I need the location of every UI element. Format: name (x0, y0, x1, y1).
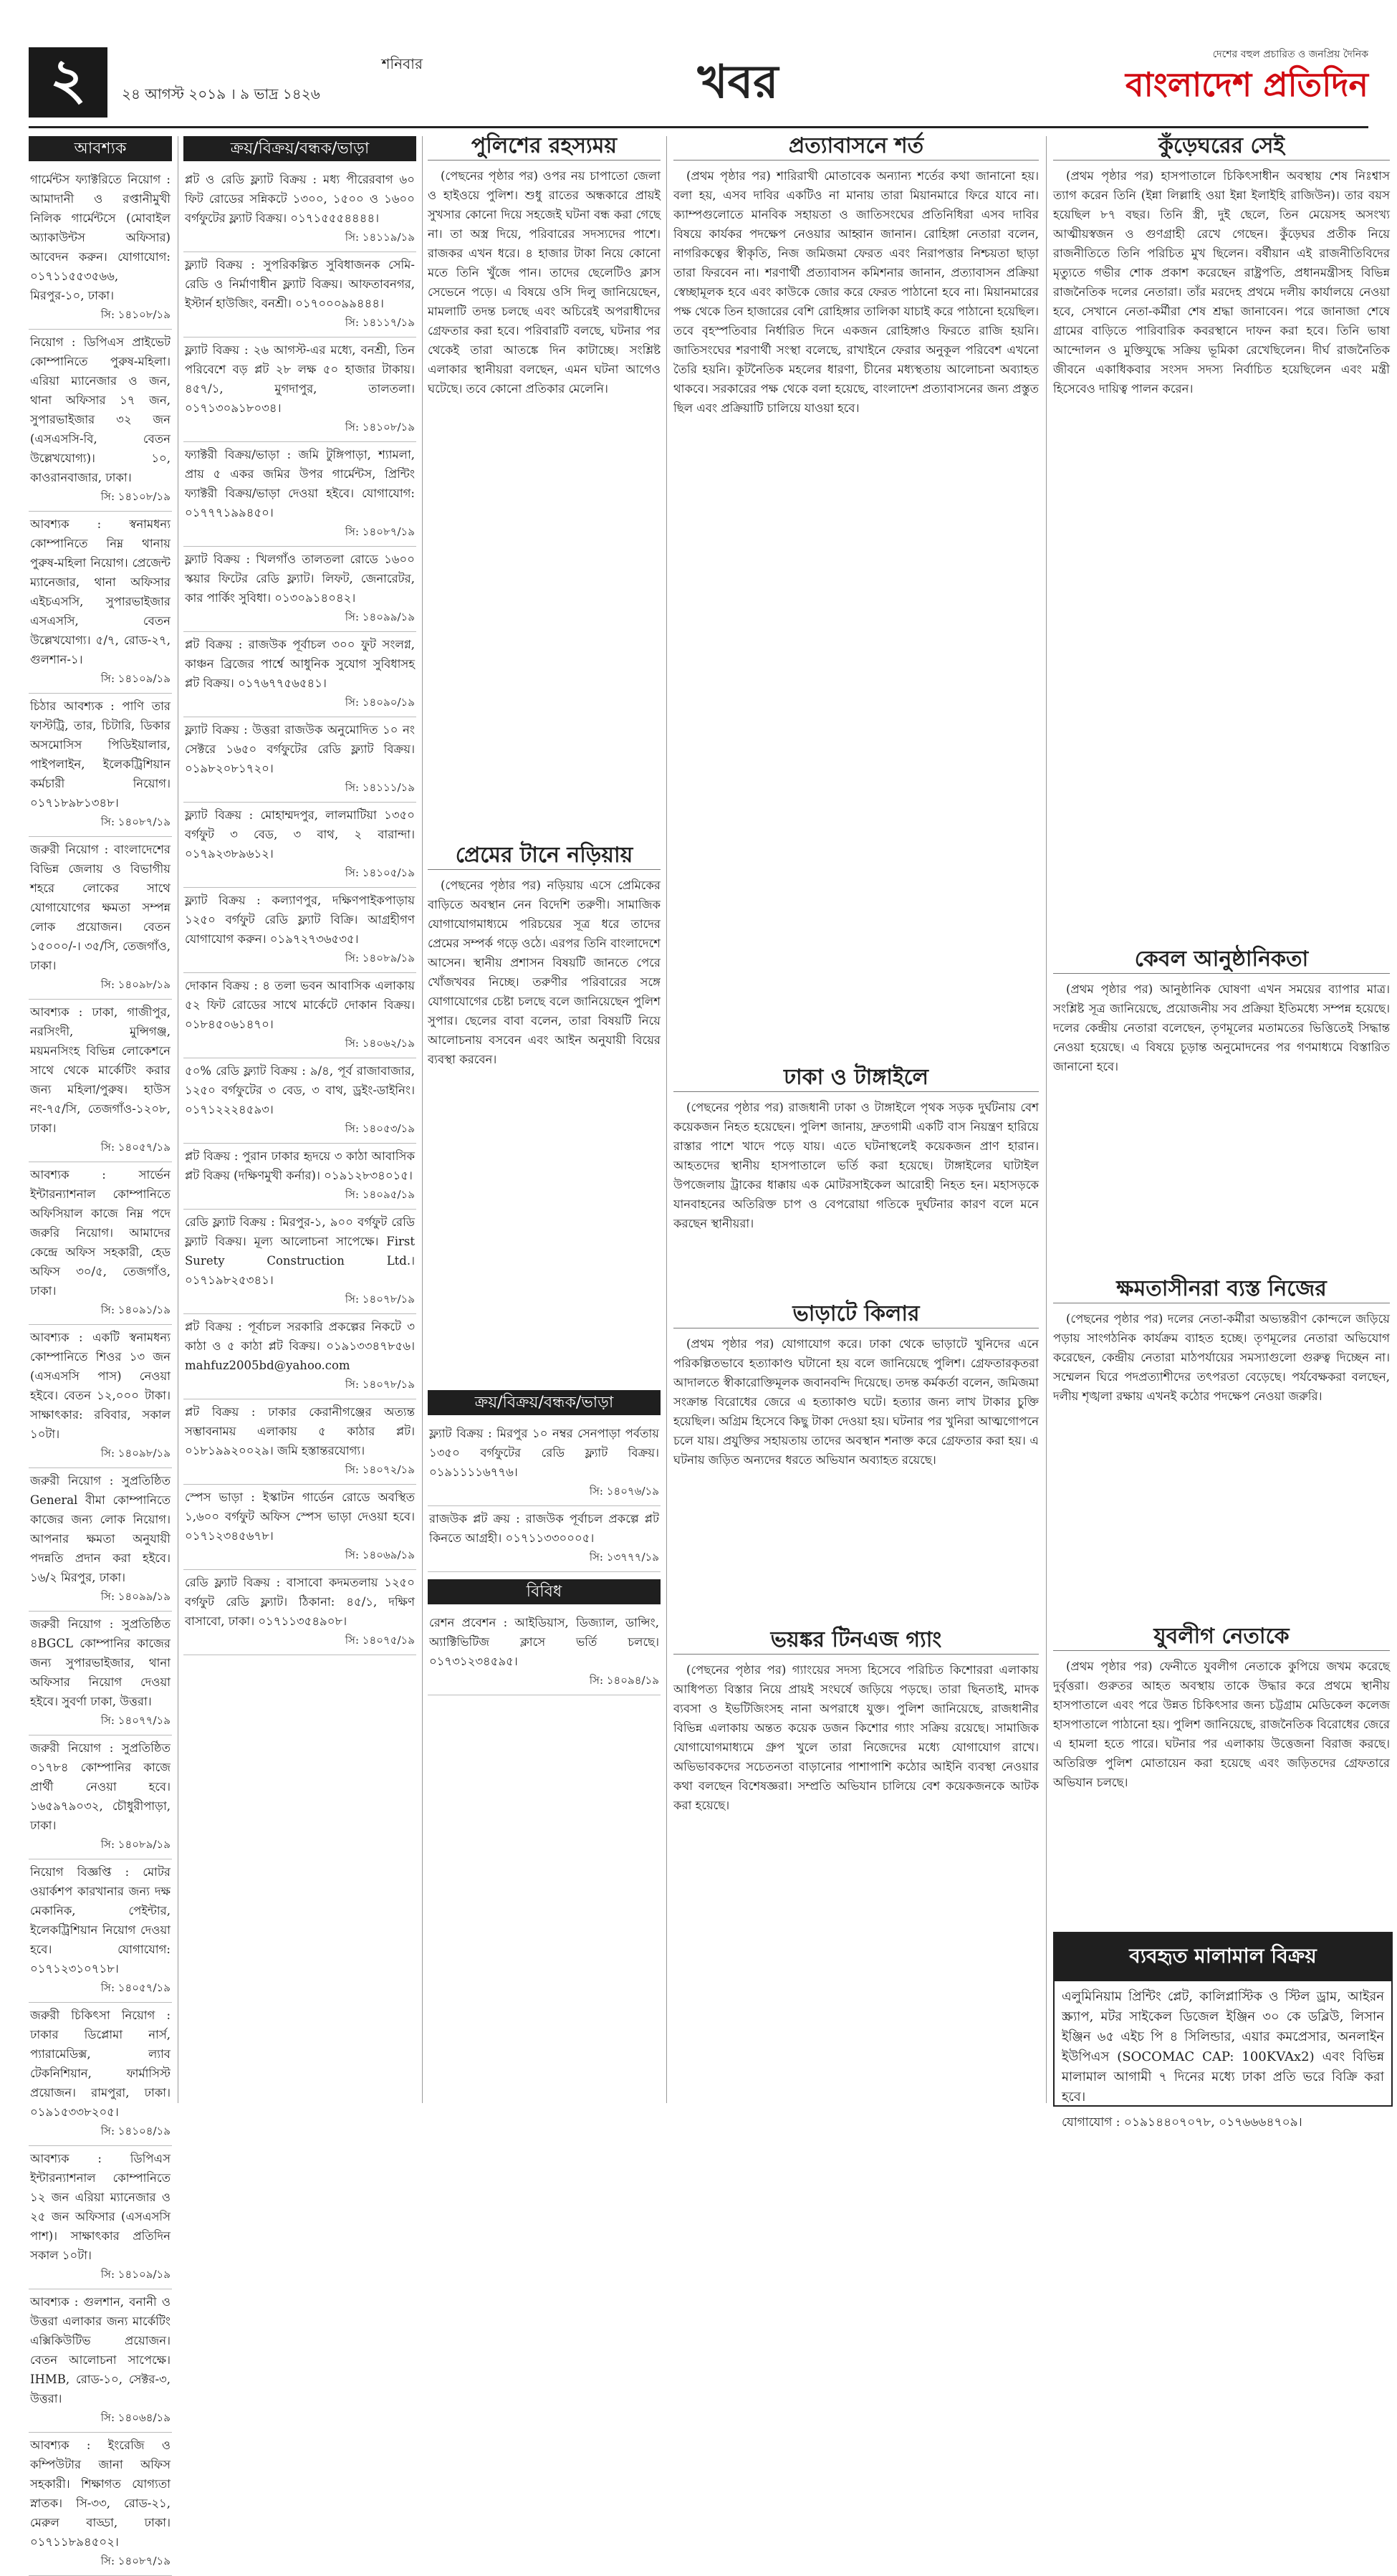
classified-ad-text: আবশ্যক : ঢাকা, গাজীপুর, নরসিংদী, মুন্সিগঞ্জ, ময়মনসিংহ বিভিন্ন লোকেশনে সাথে থেকে মার্কেটিং করার জন্য মহিলা/পুরুষ। হাউস নং-৭৫/সি, তেজগাঁও-১২০৮, ঢাকা। (30, 1005, 171, 1135)
classified-ad (183, 167, 416, 252)
article-hut-leader (1053, 133, 1390, 939)
classified-ad-text: ফ্ল্যাট বিক্রয় : কল্যাণপুর, দক্ষিণপাইকপাড়ায় ১২৫০ বর্গফুট রেডি ফ্ল্যাট বিক্রি। আগ্রহীগণ যোগাযোগ করুন। ০১৯৭২৭৩৬৫৩৫। (185, 894, 415, 946)
classified-ad-text: প্লট বিক্রয় : ঢাকার কেরানীগঞ্জের অত্যন্ত সম্ভাবনাময় এলাকায় ৫ কাঠার প্লট। ০১৮১৯৯২০০২৯। জমি হস্তান্তরযোগ্য। (185, 1405, 415, 1457)
classified-ad-ref: সি: ১৪০৭৬/১৯ (589, 1485, 659, 1498)
classified-ad-ref: সি: ১৪০৬৯/১৯ (345, 1548, 415, 1561)
classified-ad (29, 837, 172, 1000)
classified-ad-text: রাজউক প্লট ক্রয় : রাজউক পূর্বাচল প্রকল্পে প্লট কিনতে আগ্রহী। ০১৭১১৩৩০০০৫। (429, 1512, 659, 1545)
display-ad-contact: যোগাযোগ : ০১৯১৪৪০৭০৭৮, ০১৭৬৬৬৪৭০৯। (1062, 2115, 1302, 2130)
classified-ad-ref: সি: ১৪০৮৭/১৯ (100, 2555, 171, 2567)
classified-ad (29, 694, 172, 837)
classified-ad-text: চিঠার আবশ্যক : পাণি তার ফাস্টট্রি, তার, চিটারি, ডিকার অসমোসিস পিডিইয়ালার, পাইপলাইন, ইলেকট্রিশিয়ান কর্মচারী নিয়োগ। ০১৭১৮৯৮১৩৪৮। (30, 699, 171, 810)
classified-ad-ref: সি: ১৪০৯৮/১৯ (100, 1447, 171, 1460)
classified-ad (29, 2289, 172, 2433)
article-headline: ভাড়াটে কিলার (673, 1304, 1039, 1328)
classified-ad-text: নিয়োগ : ডিপিএস প্রাইভেট কোম্পানিতে পুরুষ-মহিলা। এরিয়া ম্যানেজার ও জন, থানা অফিসার ১৭ জন, সুপারভাইজার ৩২ জন (এসএসসি-বি, বেতন উল্লেখযোগ্য)। ১০, কাওরানবাজার, ঢাকা। (30, 335, 171, 484)
date-line: ২৪ আগস্ট ২০১৯ । ৯ ভাদ্র ১৪২৬ (122, 85, 320, 102)
classified-list-misc (428, 1610, 661, 1695)
classified-ad (29, 512, 172, 694)
classified-column-misc (428, 1390, 661, 2103)
classified-ad (183, 1399, 416, 1485)
date-block (122, 49, 423, 109)
classified-ad-text: আবশ্যক : ইংরেজি ও কম্পিউটার জানা অফিস সহকারী। শিক্ষাগত যোগ্যতা স্নাতক। সি-৩৩, রোড-২১, মেরুল বাড্ডা, ঢাকা। ০১৭১১৮৯৪৫০২। (30, 2438, 171, 2549)
article-body: (পেছনের পৃষ্ঠার পর) নড়িয়ায় এসে প্রেমিকের বাড়িতে অবস্থান নেন বিদেশি তরুণী। সামাজিক যোগাযোগমাধ্যমে পরিচয়ের সূত্র ধরে তাদের প্রেমের সম্পর্ক গড়ে ওঠে। এরপর তিনি বাংলাদেশে আসেন। স্থানীয় প্রশাসন বিষয়টি জানতে পেরে খোঁজখবর নিচ্ছে। তরুণীর পরিবারের সঙ্গে যোগাযোগের চেষ্টা চলছে বলে জানিয়েছেন পুলিশ সুপার। ছেলের বাবা বলেন, তারা বিষয়টি নিয়ে আলোচনায় বসবেন এবং আইন অনুযায়ী বিয়ের ব্যবস্থা করবেন। (428, 878, 661, 1066)
article-headline: প্রেমের টানে নড়িয়ায় (428, 846, 661, 870)
category-heading-misc: বিবিধ (428, 1579, 661, 1604)
classified-ad (428, 1610, 661, 1695)
classified-ad-text: প্লট ও রেডি ফ্ল্যাট বিক্রয় : মধ্য পীরেরবাগ ৬০ ফিট রোডের সন্নিকটে ১৩০০, ১৫০০ ও ১৬০০ বর্গফুটের ফ্ল্যাট বিক্রয়। ০১৭১৫৫৫৪৪৪৪। (185, 173, 415, 225)
classified-ad-ref: সি: ১৪১০৮/১৯ (345, 421, 415, 434)
article-repatriation (673, 133, 1039, 1057)
classified-ad (183, 442, 416, 547)
classified-ad-ref: সি: ১৪১০৯/১৯ (100, 672, 171, 685)
classified-ad-ref: সি: ১৪০৫৭/১৯ (100, 1981, 171, 1994)
classified-ad-text: আবশ্যক : ডিপিএস ইন্টারন্যাশনাল কোম্পানিতে ১২ জন এরিয়া ম্যানেজার ও ২৫ জন অফিসার (এসএসসি পাশ)। সাক্ষাৎকার প্রতিদিন সকাল ১০টা। (30, 2152, 171, 2262)
category-heading: ক্রয়/বিক্রয়/বন্ধক/ভাড়া (183, 136, 416, 161)
classified-list (183, 167, 416, 1655)
classified-ad-text: ফ্ল্যাট বিক্রয় : খিলগাঁও তালতলা রোডে ১৬০০ স্কয়ার ফিটের রেডি ফ্ল্যাট। লিফট, জেনারেটর, কার পার্কিং সুবিধা। ০১৩০৯১৪০৪২। (185, 552, 415, 605)
article-body: (প্রথম পৃষ্ঠার পর) যোগাযোগ করে। ঢাকা থেকে ভাড়াটে খুনিদের এনে পরিকল্পিতভাবে হত্যাকাণ্ড ঘটানো হয় বলে জানিয়েছে পুলিশ। গ্রেফতারকৃতরা আদালতে স্বীকারোক্তিমূলক জবানবন্দি দিয়েছে। তদন্ত কর্মকর্তা বলেন, জমিজমা সংক্রান্ত বিরোধের জেরে এ হত্যাকাণ্ড ঘটে। হত্যার জন্য লাখ টাকার চুক্তি হয়েছিল। অগ্রিম হিসেবে কিছু টাকা দেওয়া হয়। ঘটনার পর খুনিরা আত্মগোপনে চলে যায়। প্রযুক্তির সহায়তায় তাদের অবস্থান শনাক্ত করে গ্রেফতার করা হয়। এ ঘটনায় জড়িত অন্যদের ধরতে অভিযান অব্যাহত রয়েছে। (673, 1337, 1039, 1467)
classified-ad-text: প্লট বিক্রয় : পূর্বাচল সরকারি প্রকল্পের নিকটে ৩ কাঠা ও ৫ কাঠা প্লট বিক্রয়। ০১৯১৩৩৪৭৮৫৬। mahfuz2005bd@yahoo.com (185, 1320, 415, 1372)
classified-ad (183, 1570, 416, 1655)
classified-ad-text: ফ্ল্যাট বিক্রয় : মিরপুর ১০ নম্বর সেনপাড়া পর্বতায় ১৩৫০ বর্গফুটের রেডি ফ্ল্যাট বিক্রয়। ০১৯১১১১৬৭৭৬। (429, 1427, 659, 1479)
article-headline: প্রত্যাবাসনে শর্ত (673, 136, 1039, 161)
classified-ad-text: স্পেস ভাড়া : ইস্কাটন গার্ডেন রোডে অবস্থিত ১,৬০০ বর্গফুট অফিস স্পেস ভাড়া দেওয়া হবে। ০১৭১২৩৪৫৬৭৮। (185, 1490, 415, 1543)
column-divider (422, 136, 423, 2103)
page-number: ২ (29, 47, 107, 118)
classified-ad-text: আবশ্যক : একটি স্বনামধন্য কোম্পানিতে শিওর ১৩ জন (এসএসসি পাস) নেওয়া হইবে। বেতন ১২,০০০ টাকা। সাক্ষাৎকার: রবিবার, সকাল ১০টা। (30, 1331, 171, 1441)
classified-ad (29, 1612, 172, 1735)
classified-ad-text: ফ্ল্যাট বিক্রয় : ২৬ আগস্ট-এর মধ্যে, বনশ্রী, তিন পরিবেশে বড় প্লট ২৮ লক্ষ ৫০ হাজার টাকায়। ৪৫৭/১, মুগদাপুর, তালতলা। ০১৭১৩০৯১৮০৩৪। (185, 343, 415, 415)
article-body: (পেছনের পৃষ্ঠার পর) দলের নেতা-কর্মীরা অভ্যন্তরীণ কোন্দলে জড়িয়ে পড়ায় সাংগঠনিক কার্যক্রম ব্যাহত হচ্ছে। তৃণমূলের নেতারা অভিযোগ করেছেন, কেন্দ্রীয় নেতারা মাঠপর্যায়ের সমস্যাগুলো গুরুত্ব দিচ্ছেন না। সম্মেলন ঘিরে পদপ্রত্যাশীদের তৎপরতা বেড়েছে। পর্যবেক্ষকরা বলছেন, দলীয় শৃঙ্খলা রক্ষায় এখনই কঠোর পদক্ষেপ নেওয়া জরুরি। (1053, 1312, 1390, 1403)
classified-ad (29, 330, 172, 512)
classified-ad-ref: সি: ১৪০৯০/১৯ (345, 696, 415, 709)
classified-ad (183, 717, 416, 803)
article-youth-league (1053, 1624, 1390, 1920)
display-ad-title: ব্যবহৃত মালামাল বিক্রয় (1055, 1933, 1391, 1981)
classified-ad (183, 888, 416, 973)
page-header (29, 42, 1368, 128)
article-body: (পেছনের পৃষ্ঠার পর) রাজধানী ঢাকা ও টাঙ্গাইলে পৃথক সড়ক দুর্ঘটনায় বেশ কয়েকজন নিহত হয়েছেন। পুলিশ জানায়, দ্রুতগামী একটি বাস নিয়ন্ত্রণ হারিয়ে রাস্তার পাশে খাদে পড়ে যায়। এতে ঘটনাস্থলেই কয়েকজন প্রাণ হারান। আহতদের স্থানীয় হাসপাতালে ভর্তি করা হয়েছে। টাঙ্গাইলের ঘাটাইল উপজেলায় ট্রাকের ধাক্কায় এক মোটরসাইকেল আরোহী নিহত হন। মহাসড়কে যানবাহনের অতিরিক্ত চাপ ও বেপরোয়া গতিকে দুর্ঘটনার কারণ বলে মনে করছেন স্থানীয়রা। (673, 1101, 1039, 1230)
classified-ad-text: রেশন প্রবেশন : আইডিয়াস, ডিজ্যাল, ডান্সিং, অ্যাক্টিভিটিজ ক্লাসে ভর্তি চলছে। ০১৭৩১২৩৪৫৯৫। (429, 1616, 659, 1668)
classified-ad (183, 1210, 416, 1314)
classified-ad-ref: সি: ১৪০৬২/১৯ (345, 1037, 415, 1050)
classified-ad (29, 1325, 172, 1468)
classified-ad-text: জরুরী নিয়োগ : সুপ্রতিষ্ঠিত ০১৭৮৪ কোম্পানির কাজে প্রার্থী নেওয়া হবে। ১৬৫৯৭৯০৩২, চৌধুরীপাড়া, ঢাকা। (30, 1741, 171, 1832)
article-headline: কেবল আনুষ্ঠানিকতা (1053, 949, 1390, 974)
article-headline: পুলিশের রহস্যময় (428, 136, 661, 161)
display-ad-body: এলুমিনিয়াম প্রিন্টিং প্লেট, কালিপ্লাস্টিক ও স্টিল ড্রাম, আইরন স্ক্র্যাপ, মটর সাইকেল ডিজেল ইঞ্জিন ৩০ কে ডব্লিউ, লিসান ইঞ্জিন ৬৫ এইচ পি ৪ সিলিন্ডার, এয়ার কমপ্রেসার, অনলাইন ইউপিএস (SOCOMAC CAP: 100KVAx2) এবং বিভিন্ন মালামাল আগামী ৭ দিনের মধ্যে ঢাকা প্রতি ভরে বিক্রি করা হবে। (1062, 1989, 1384, 2105)
classified-ad-ref: সি: ১৪০৯১/১৯ (100, 1303, 171, 1316)
category-heading: আবশ্যক (29, 136, 172, 161)
classified-ad-text: জরুরী নিয়োগ : বাংলাদেশের বিভিন্ন জেলায় ও বিভাগীয় শহরে লোকের সাথে যোগাযোগের ক্ষমতা সম্পন্ন লোক প্রয়োজন। বেতন ১৫০০০/-। ৩৫/সি, তেজগাঁও, ঢাকা। (30, 843, 171, 972)
classified-ad-ref: সি: ১৪০৯৯/১৯ (100, 1590, 171, 1603)
weekday: শনিবার (381, 55, 423, 72)
classified-ad-text: জরুরী নিয়োগ : সুপ্রতিষ্ঠিত General বীমা কোম্পানিতে কাজের জন্য লোক নিয়োগ। আপনার ক্ষমতা অনুযায়ী পদন্নতি প্রদান করা হইবে। ১৬/২ মিরপুর, ঢাকা। (30, 1474, 171, 1584)
classified-ad-text: ফ্ল্যাট বিক্রয় : মোহাম্মদপুর, লালমাটিয়া ১৩৫০ বর্গফুট ৩ বেড, ৩ বাথ, ২ বারান্দা। ০১৭৯২৩৮৯৬১২। (185, 808, 415, 861)
classified-ad (29, 2003, 172, 2146)
classified-ad-ref: সি: ১৪০৭৭/১৯ (100, 1714, 171, 1727)
article-body: (প্রথম পৃষ্ঠার পর) শারিরাখী মোতাবেক অন্যান্য শর্তের কথা জানানো হয়। বলা হয়, এসব দাবির একটিও না মানায় তারা মিয়ানমারে ফিরে যাবে না। ক্যাম্পগুলোতে মানবিক সহায়তা ও জাতিসংঘের প্রতিনিধিরা এসব দাবির বিষয়ে কার্যকর পদক্ষেপ নেওয়ার আহ্বান জানান। রোহিঙ্গা নেতারা বলেন, নাগরিকত্বের স্বীকৃতি, নিজ জমিজমা ফেরত এবং নিরাপত্তার নিশ্চয়তা ছাড়া তারা ফিরবেন না। শরণার্থী প্রত্যাবাসন কমিশনার জানান, প্রত্যাবাসন প্রক্রিয়া স্বেচ্ছামূলক হবে এবং কাউকে জোর করে ফেরত পাঠানো হবে না। মিয়ানমারের পক্ষ থেকে তিন হাজারের বেশি রোহিঙ্গার তালিকা যাচাই করে পাঠানো হয়েছিল। তবে বৃহস্পতিবার নির্ধারিত দিনে একজন রোহিঙ্গাও ফিরতে রাজি হয়নি। জাতিসংঘের শরণার্থী সংস্থা বলেছে, রাখাইনে ফেরার অনুকূল পরিবেশ এখনো তৈরি হয়নি। কূটনৈতিক মহলের ধারণা, চীনের মধ্যস্থতায় আলোচনা অব্যাহত থাকবে। সরকারের পক্ষ থেকে বলা হয়েছে, বাংলাদেশ প্রত্যাবাসনের জন্য প্রস্তুত ছিল এবং প্রক্রিয়াটি চালিয়ে যাওয়া হবে। (673, 169, 1039, 415)
article-headline: কুঁড়েঘরের সেই (1053, 136, 1390, 161)
classified-ad-text: ৫০% রেডি ফ্ল্যাট বিক্রয় : ৯/৪, পূর্ব রাজাবাজার, ১২৫০ বর্গফুটের ৩ বেড, ৩ বাথ, ড্রইং-ডাইনিং। ০১৭১২২২৪৫৯৩। (185, 1064, 415, 1116)
classified-ad-ref: সি: ১৪০৭৮/১৯ (345, 1293, 415, 1306)
classified-ad-ref: সি: ১৪০৮৯/১৯ (100, 1838, 171, 1851)
classified-ad-ref: সি: ১৪০৯৫/১৯ (345, 1188, 415, 1201)
classified-ad (29, 2433, 172, 2576)
classified-ad-ref: সি: ১৪০৯৮/১৯ (100, 978, 171, 991)
classified-ad-ref: সি: ১৪০৫৭/১৯ (100, 1141, 171, 1154)
classified-ad-text: গার্মেন্টস ফ্যাক্টরিতে নিয়োগ : আমাদানী ও রপ্তানীমুখী নিলিক গার্মেন্টসে (মোবাইল অ্যাকাউন্টস অফিসার) আবেদন করুন। যোগাযোগ: ০১৭১১৫৫৩৫৬৬, মিরপুর-১০, ঢাকা। (30, 173, 171, 302)
article-dhaka-tangail (673, 1065, 1039, 1293)
classified-ad-ref: সি: ১৪০৭২/১৯ (345, 1463, 415, 1476)
classified-ad-text: ফ্ল্যাট বিক্রয় : উত্তরা রাজউক অনুমোদিত ১০ নং সেক্টরে ১৬৫০ বর্গফুটের রেডি ফ্ল্যাট বিক্রয়। ০১৯৮২০৮১৭২০। (185, 723, 415, 775)
article-body: (প্রথম পৃষ্ঠার পর) হাসপাতালে চিকিৎসাধীন অবস্থায় শেষ নিঃশ্বাস ত্যাগ করেন তিনি (ইন্না লিল্লাহি ওয়া ইন্না ইলাইহি রাজিউন)। তার বয়স হয়েছিল ৮৭ বছর। তিনি স্ত্রী, দুই ছেলে, তিন মেয়েসহ অসংখ্য আত্মীয়স্বজন ও গুণগ্রাহী রেখে গেছেন। কুঁড়েঘর প্রতীক নিয়ে রাজনীতিতে তিনি পরিচিত মুখ ছিলেন। বর্ষীয়ান এই রাজনীতিবিদের মৃত্যুতে গভীর শোক প্রকাশ করেছেন রাষ্ট্রপতি, প্রধানমন্ত্রীসহ বিভিন্ন রাজনৈতিক দলের নেতারা। তাঁর মরদেহ প্রথমে দলীয় কার্যালয়ে নেওয়া হবে, সেখানে নেতা-কর্মীরা শেষ শ্রদ্ধা জানাবেন। পরে জানাজা শেষে গ্রামের বাড়িতে পারিবারিক কবরস্থানে দাফন করা হবে। তিনি ভাষা আন্দোলন ও মুক্তিযুদ্ধে সক্রিয় ভূমিকা রেখেছিলেন। দীর্ঘ রাজনৈতিক জীবনে একাধিকবার সংসদ সদস্য নির্বাচিত হয়েছিলেন এবং মন্ত্রী হিসেবেও দায়িত্ব পালন করেন। (1053, 169, 1390, 396)
classified-ad-text: আবশ্যক : সার্ভেন ইন্টারন্যাশনাল কোম্পানিতে অফিসিয়াল কাজে নিম্ন পদে জরুরি নিয়োগ। আমাদের কেন্দ্রে অফিস সহকারী, হেড অফিস ৩০/৫, তেজগাঁও, ঢাকা। (30, 1168, 171, 1298)
article-body: (প্রথম পৃষ্ঠার পর) ফেনীতে যুবলীগ নেতাকে কুপিয়ে জখম করেছে দুর্বৃত্তরা। গুরুতর আহত অবস্থায় তাকে উদ্ধার করে প্রথমে স্থানীয় হাসপাতালে এবং পরে উন্নত চিকিৎসার জন্য চট্টগ্রাম মেডিকেল কলেজ হাসপাতালে পাঠানো হয়। পুলিশ জানিয়েছে, রাজনৈতিক বিরোধের জেরে এ হামলা হতে পারে। ঘটনার পর এলাকায় উত্তেজনা বিরাজ করছে। অতিরিক্ত পুলিশ মোতায়েন করা হয়েছে এবং জড়িতদের গ্রেফতারে অভিযান চলছে। (1053, 1660, 1390, 1789)
classified-ad (29, 167, 172, 330)
classified-ad-text: নিয়োগ বিজ্ঞপ্তি : মোটর ওয়ার্কশপ কারখানার জন্য দক্ষ মেকানিক, পেইন্টার, ইলেকট্রিশিয়ান নিয়োগ দেওয়া হবে। যোগাযোগ: ০১৭১২৩১০৭১৮। (30, 1865, 171, 1976)
classified-list (428, 1421, 661, 1572)
article-headline: ক্ষমতাসীনরা ব্যস্ত নিজের (1053, 1279, 1390, 1303)
classified-ad-ref: সি: ১৪১১৭/১৯ (345, 316, 415, 329)
classified-ad-text: প্লট বিক্রয় : পুরান ঢাকার হৃদয়ে ৩ কাঠা আবাসিক প্লট বিক্রয় (দক্ষিণমুখী কর্নার)। ০১৯১২৮৩৪০১৫। (185, 1149, 415, 1182)
classified-ad-ref: সি: ১৪০৬৪/১৯ (100, 2411, 171, 2424)
column-divider (666, 136, 667, 2103)
classified-ad-text: প্লট বিক্রয় : রাজউক পূর্বাচল ৩০০ ফুট সংলগ্ন, কাঞ্চন ব্রিজের পার্শ্বে আধুনিক সুযোগ সুবিধাসহ প্লট বিক্রয়। ০১৭৬৭৭৫৬৫৪১। (185, 638, 415, 690)
article-body: (পেছনের পৃষ্ঠার পর) গ্যাংয়ের সদস্য হিসেবে পরিচিত কিশোররা এলাকায় আধিপত্য বিস্তার নিয়ে প্রায়ই সংঘর্ষে জড়িয়ে পড়ছে। তারা ছিনতাই, মাদক ব্যবসা ও ইভটিজিংসহ নানা অপরাধে যুক্ত। পুলিশ জানিয়েছে, রাজধানীর বিভিন্ন এলাকায় অন্তত কয়েক ডজন কিশোর গ্যাং সক্রিয় রয়েছে। সামাজিক যোগাযোগমাধ্যমে গ্রুপ খুলে তারা নিজেদের মধ্যে যোগাযোগ রাখে। অভিভাবকদের সচেতনতা বাড়ানোর পাশাপাশি কঠোর আইনি ব্যবস্থা নেওয়ার কথা বলছেন বিশেষজ্ঞরা। সম্প্রতি অভিযান চালিয়ে বেশ কয়েকজনকে আটক করা হয়েছে। (673, 1663, 1039, 1812)
article-headline: ভয়ঙ্কর টিনএজ গ্যাং (673, 1630, 1039, 1655)
classified-ad-ref: সি: ১৪০৮৭/১৯ (345, 525, 415, 538)
classified-ad-ref: সি: ১৪১১১/১৯ (345, 781, 415, 794)
classified-ad-ref: সি: ১৩৭৭৭/১৯ (589, 1551, 659, 1564)
classified-ad (29, 1162, 172, 1325)
classified-ad-text: রেডি ফ্ল্যাট বিক্রয় : বাসাবো কদমতলায় ১২৫০ বর্গফুট রেডি ফ্ল্যাট। ঠিকানা: ৪৫/১, দক্ষিণ বাসাবো, ঢাকা। ০১৭১১৩৫৪৯০৮। (185, 1576, 415, 1628)
section-title: খবর (697, 55, 779, 109)
classified-ad-text: আবশ্যক : স্বনামধন্য কোম্পানিতে নিম্ন থানায় পুরুষ-মহিলা নিয়োগ। প্রেজেন্ট ম্যানেজার, থানা অফিসার এইচএসসি, সুপারভাইজার এসএসসি, বেতন উল্লেখযোগ্য। ৫/৭, রোড-২৭, গুলশান-১। (30, 517, 171, 666)
classified-ad-ref: সি: ১৪০৮৯/১৯ (345, 952, 415, 964)
classified-ad (183, 337, 416, 442)
classified-ad (428, 1506, 661, 1572)
classified-ad (29, 2146, 172, 2289)
classified-ad-text: জরুরী নিয়োগ : সুপ্রতিষ্ঠিত ৪BGCL কোম্পানির কাজের জন্য সুপারভাইজার, থানা অফিসার নিয়োগ দেওয়া হইবে। সুবর্ণা ঢাকা, উত্তরা। (30, 1617, 171, 1708)
classified-ad-ref: সি: ১৪০৭৫/১৯ (345, 1634, 415, 1647)
classified-ad-text: দোকান বিক্রয় : ৪ তলা ভবন আবাসিক এলাকায় ৫২ ফিট রোডের সাথে মার্কেটে দোকান বিক্রয়। ০১৮৪৫০৬১৪৭০। (185, 979, 415, 1031)
classified-ad (428, 1421, 661, 1506)
article-ruling-party (1053, 1276, 1390, 1616)
classified-column-property (183, 136, 416, 2103)
classified-ad (29, 1735, 172, 1859)
classified-ad (183, 252, 416, 337)
column-divider (1046, 136, 1047, 2103)
classified-column-wanted (29, 136, 172, 2567)
classified-ad-ref: সি: ১৪০৯৯/১৯ (345, 611, 415, 623)
classified-ad-ref: সি: ১৪০৫৩/১৯ (345, 1122, 415, 1135)
classified-ad (29, 1859, 172, 2003)
classified-ad (183, 803, 416, 888)
article-police-mystery (428, 133, 661, 835)
classified-ad (183, 632, 416, 717)
article-love-naria (428, 843, 661, 1379)
classified-ad-text: আবশ্যক : গুলশান, বনানী ও উত্তরা এলাকার জন্য মার্কেটিং এক্সিকিউটিভ প্রয়োজন। বেতন আলোচনা সাপেক্ষে। IHMB, রোড-১০, সেক্টর-৩, উত্তরা। (30, 2295, 171, 2405)
masthead-logo: বাংলাদেশ প্রতিদিন (1125, 65, 1368, 104)
classified-ad-ref: সি: ১৪১০৪/১৯ (100, 2125, 171, 2137)
classified-list (29, 167, 172, 2576)
classified-ad-ref: সি: ১৪১০৫/১৯ (345, 866, 415, 879)
classified-ad (183, 1485, 416, 1570)
classified-ad-ref: সি: ১৪১০৮/১৯ (100, 308, 171, 321)
classified-ad (183, 973, 416, 1058)
classified-ad-ref: সি: ১৪১১৯/১৯ (345, 231, 415, 244)
article-body: (পেছনের পৃষ্ঠার পর) ওপর নয় চাপাতো জেলা ও হাইওয়ে পুলিশ। শুধু রাতের অন্ধকারে প্রায়ই সুখসার কোনো দিয়ে সহজেই ঘটনা বন্ধ করা গেছে না। তা অস্ত্র দিয়ে, পরিবারের সদস্যদের পাশে। রাজকর এখন ধরে। ৪ হাজার টাকা নিয়ে কোনো মতে তিনি খুঁজে পান। তাদের ছেলেটিও ক্লাস সেভেনে পড়ে। এ বিষয়ে ওসি দিলু জানিয়েছেন, মামলাটি তদন্ত চলছে এবং অচিরেই অপরাধীদের গ্রেফতার করা হবে। পরিবারটি বলছে, ঘটনার পর থেকেই তারা আতঙ্কে দিন কাটাচ্ছে। সংশ্লিষ্ট এলাকার স্থানীয়রা বলছেন, এমন ঘটনা আগেও ঘটেছে। তবে কোনো প্রতিকার মেলেনি। (428, 169, 661, 396)
classified-ad-text: ফ্যাক্টরী বিক্রয়/ভাড়া : জমি টুঙ্গিপাড়া, শ্যামলা, প্রায় ৫ একর জমির উপর গার্মেন্টস, প্রিন্টিং ফ্যাক্টরী বিক্রয়/ভাড়া দেওয়া হইবে। যোগাযোগ: ০১৭৭৭১৯৯৪৫০। (185, 448, 415, 519)
article-teen-gang (673, 1627, 1039, 2103)
article-hired-killer (673, 1301, 1039, 1619)
classified-ad (29, 1000, 172, 1162)
article-formality (1053, 949, 1390, 1268)
article-headline: যুবলীগ নেতাকে (1053, 1627, 1390, 1651)
category-heading: ক্রয়/বিক্রয়/বন্ধক/ভাড়া (428, 1390, 661, 1415)
classified-ad (183, 1144, 416, 1210)
display-ad-used-goods (1053, 1932, 1393, 2130)
classified-ad-ref: সি: ১৪০৭৮/১৯ (345, 1378, 415, 1391)
masthead (1053, 46, 1368, 106)
classified-ad-ref: সি: ১৪০৯৪/১৯ (589, 1674, 659, 1687)
classified-ad-text: ফ্ল্যাট বিক্রয় : সুপরিকল্পিত সুবিধাজনক সেমি-রেডি ও নির্মাণাধীন ফ্ল্যাট বিক্রয়। আফতাবনগর, ইস্টার্ন হাউজিং, বনশ্রী। ০১৭০০০৯৯৪৪৪। (185, 258, 415, 310)
classified-ad (183, 1314, 416, 1399)
classified-ad (183, 547, 416, 632)
classified-ad (29, 1468, 172, 1612)
masthead-tagline: দেশের বহুল প্রচারিত ও জনপ্রিয় দৈনিক (1212, 49, 1368, 60)
article-body: (প্রথম পৃষ্ঠার পর) আনুষ্ঠানিক ঘোষণা এখন সময়ের ব্যাপার মাত্র। সংশ্লিষ্ট সূত্র জানিয়েছে, প্রয়োজনীয় সব প্রক্রিয়া ইতিমধ্যে সম্পন্ন হয়েছে। দলের কেন্দ্রীয় নেতারা বলেছেন, তৃণমূলের মতামতের ভিত্তিতেই সিদ্ধান্ত নেওয়া হয়েছে। এ বিষয়ে চূড়ান্ত অনুমোদনের পর গণমাধ্যমে বিস্তারিত জানানো হবে। (1053, 982, 1390, 1073)
classified-ad-ref: সি: ১৪১০৮/১৯ (100, 490, 171, 503)
classified-ad-ref: সি: ১৪০৮৭/১৯ (100, 815, 171, 828)
classified-ad-text: জরুরী চিকিৎসা নিয়োগ : ঢাকার ডিপ্লোমা নার্স, প্যারামেডিক্স, ল্যাব টেকনিশিয়ান, ফার্মাসিস্ট প্রয়োজন। রামপুরা, ঢাকা। ০১৯১৫৩৩৮২০৫। (30, 2008, 171, 2119)
article-headline: ঢাকা ও টাঙ্গাইলে (673, 1068, 1039, 1092)
classified-ad-ref: সি: ১৪১০৯/১৯ (100, 2268, 171, 2281)
classified-ad-text: রেডি ফ্ল্যাট বিক্রয় : মিরপুর-১, ৯০০ বর্গফুট রেডি ফ্ল্যাট বিক্রয়। মূল্য আলোচনা সাপেক্ষে। First Surety Construction Ltd.। ০১৭১৯৮২৫৩৪১। (185, 1215, 415, 1287)
classified-ad (183, 1058, 416, 1144)
